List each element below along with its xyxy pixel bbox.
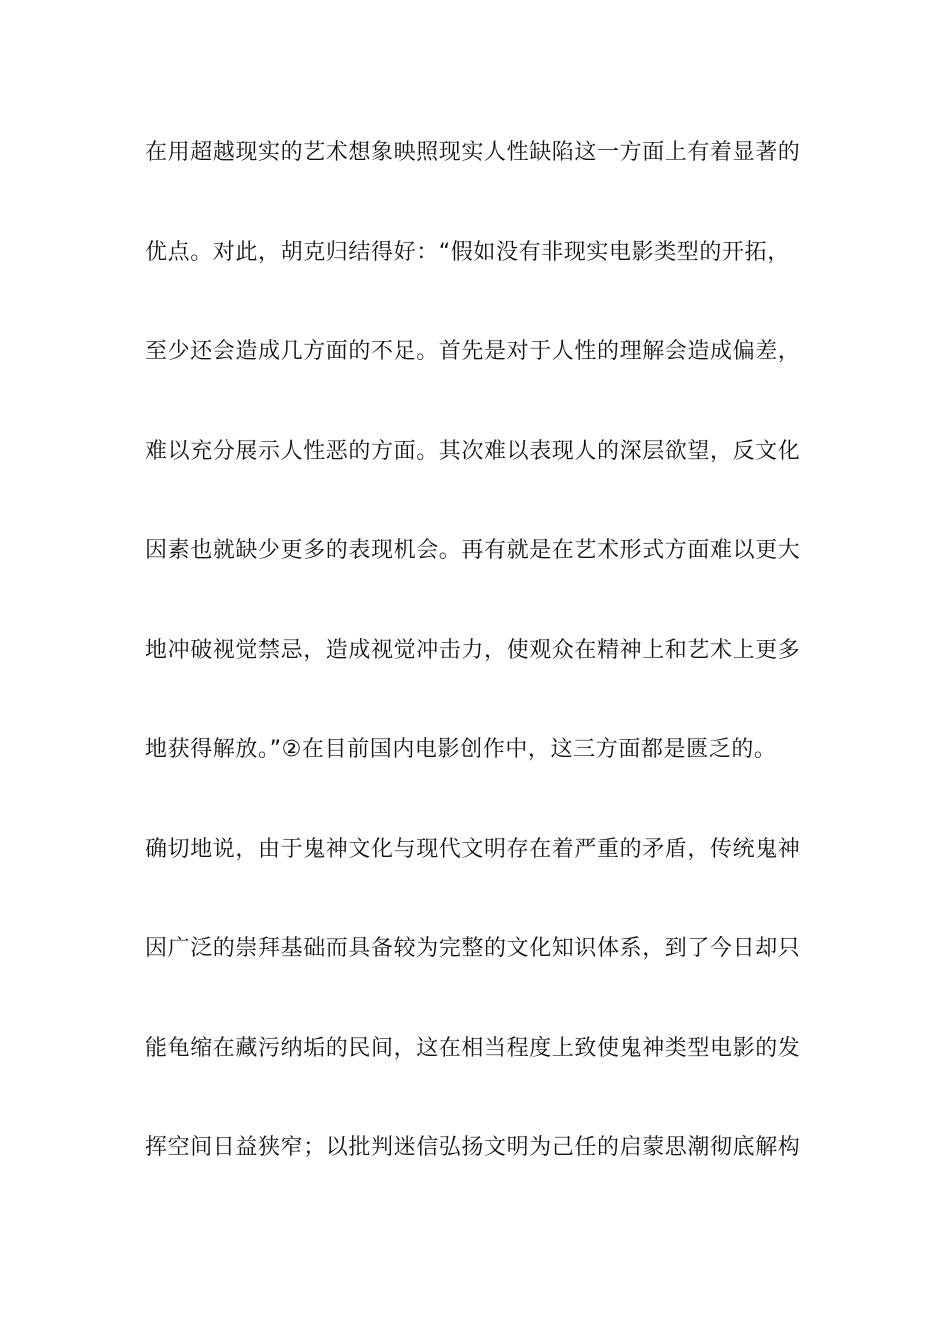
body-text bbox=[145, 131, 815, 1226]
text-line-1: 在用超越现实的艺术想象映照现实人性缺陷这一方面上有着显著的 bbox=[145, 140, 801, 165]
text-line-3: 至少还会造成几方面的不足。首先是对于人性的理解会造成偏差， bbox=[145, 339, 801, 364]
text-line-8: 确切地说，由于鬼神文化与现代文明存在着严重的矛盾，传统鬼神 bbox=[145, 836, 801, 862]
text-line-9: 因广泛的崇拜基础而具备较为完整的文化知识体系，到了今日却只 bbox=[145, 936, 801, 961]
text-line-5: 因素也就缺少更多的表现机会。再有就是在艺术形式方面难以更大 bbox=[145, 538, 801, 563]
text-line-2: 优点。对此，胡克归结得好：“假如没有非现实电影类型的开拓， bbox=[145, 239, 790, 265]
text-line-10: 能龟缩在藏污纳垢的民间，这在相当程度上致使鬼神类型电影的发 bbox=[145, 1035, 801, 1061]
text-line-6: 地冲破视觉禁忌，造成视觉冲击力，使观众在精神上和艺术上更多 bbox=[145, 637, 801, 663]
text-line-11: 挥空间日益狭窄；以批判迷信弘扬文明为己任的启蒙思潮彻底解构 bbox=[145, 1135, 801, 1160]
text-line-4: 难以充分展示人性恶的方面。其次难以表现人的深层欲望，反文化 bbox=[145, 438, 801, 464]
text-line-7: 地获得解放。”②在目前国内电影创作中，这三方面都是匮乏的。 bbox=[145, 737, 777, 762]
